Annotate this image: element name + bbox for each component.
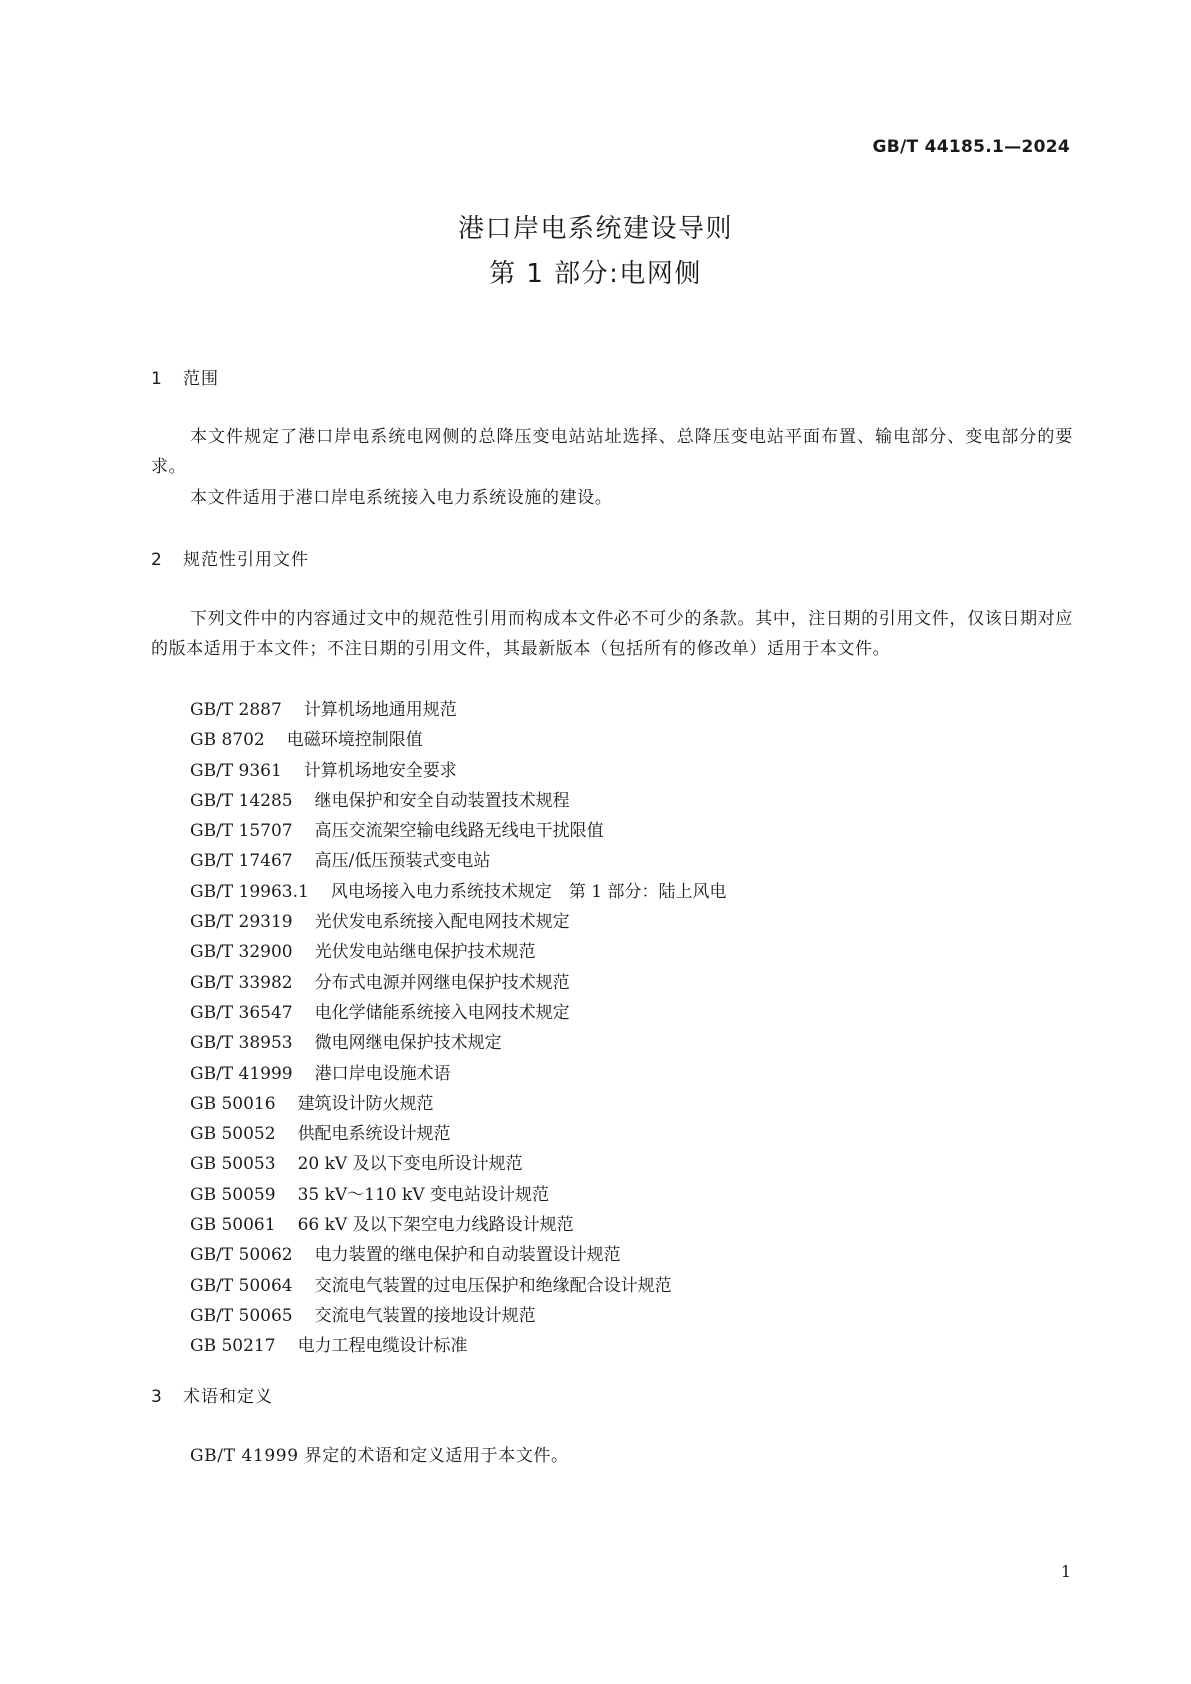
reference-code: GB/T 14285 [190, 790, 293, 811]
reference-title: 电磁环境控制限值 [286, 730, 423, 751]
reference-title: 20 kV 及以下变电所设计规范 [297, 1154, 523, 1175]
section-heading-scope [151, 364, 219, 389]
reference-code: GB/T 50062 [190, 1245, 293, 1266]
reference-code: GB/T 19963.1 [190, 881, 309, 902]
reference-title: 66 kV 及以下架空电力线路设计规范 [297, 1215, 574, 1236]
reference-code: GB/T 2887 [190, 700, 282, 720]
list-item [190, 1028, 726, 1058]
section-heading-terms-definitions [151, 1382, 273, 1407]
list-item [190, 1149, 726, 1179]
section-title: 术语和定义 [183, 1387, 273, 1407]
page-number: 1 [1060, 1562, 1071, 1581]
list-item [190, 1271, 726, 1301]
reference-code: GB/T 33982 [190, 972, 293, 993]
list-item [190, 968, 726, 998]
list-item [190, 937, 726, 967]
section-title: 范围 [183, 369, 219, 389]
reference-title: 高压/低压预装式变电站 [314, 851, 491, 872]
reference-code: GB 50061 [190, 1215, 276, 1236]
reference-code: GB/T 9361 [190, 760, 282, 781]
reference-title: 交流电气装置的过电压保护和绝缘配合设计规范 [314, 1275, 672, 1296]
section-title: 规范性引用文件 [183, 550, 309, 570]
reference-code: GB 50052 [190, 1124, 276, 1145]
reference-title: 计算机场地通用规范 [303, 700, 457, 720]
list-item [190, 756, 726, 786]
reference-code: GB 50053 [190, 1154, 276, 1175]
reference-code: GB 50217 [190, 1336, 276, 1357]
references-intro-paragraph: 下列文件中的内容通过文中的规范性引用而构成本文件必不可少的条款。其中，注日期的引用文件，仅该日期对应的版本适用于本文件；不注日期的引用文件，其最新版本（包括所有的修改单）适用于本文件。 [151, 609, 1073, 659]
reference-title: 35 kV～110 kV 变电站设计规范 [297, 1184, 550, 1205]
reference-title: 建筑设计防火规范 [297, 1093, 434, 1114]
reference-code: GB/T 50064 [190, 1275, 293, 1296]
list-item [190, 1331, 726, 1361]
document-subtitle: 第 1 部分:电网侧 [489, 259, 702, 289]
reference-code: GB/T 38953 [190, 1033, 293, 1054]
reference-title: 高压交流架空输电线路无线电干扰限值 [314, 821, 604, 842]
reference-title: 港口岸电设施术语 [314, 1063, 451, 1084]
reference-title: 分布式电源并网继电保护技术规范 [314, 972, 570, 993]
list-item [190, 846, 726, 876]
list-item [190, 725, 726, 755]
section-number: 1 [151, 369, 163, 389]
reference-list [190, 695, 726, 1362]
reference-title: 计算机场地安全要求 [303, 760, 457, 781]
list-item [190, 907, 726, 937]
reference-title: 风电场接入电力系统技术规定 第 1 部分：陆上风电 [330, 881, 727, 902]
section-number: 3 [151, 1387, 163, 1407]
scope-paragraph-2: 本文件适用于港口岸电系统接入电力系统设施的建设。 [190, 488, 613, 508]
list-item [190, 816, 726, 846]
reference-title: 电化学储能系统接入电网技术规定 [314, 1002, 570, 1023]
list-item [190, 1240, 726, 1270]
reference-title: 光伏发电站继电保护技术规范 [314, 942, 536, 963]
list-item [190, 877, 726, 907]
reference-title: 电力装置的继电保护和自动装置设计规范 [314, 1245, 621, 1266]
terms-paragraph: GB/T 41999 界定的术语和定义适用于本文件。 [190, 1446, 569, 1466]
reference-title: 供配电系统设计规范 [297, 1124, 451, 1145]
section-heading-normative-references [151, 545, 309, 570]
reference-code: GB/T 41999 [190, 1063, 293, 1084]
list-item [190, 695, 726, 725]
reference-code: GB/T 36547 [190, 1002, 293, 1023]
list-item [190, 1059, 726, 1089]
list-item [190, 1089, 726, 1119]
reference-title: 继电保护和安全自动装置技术规程 [314, 790, 570, 811]
scope-paragraph-1: 本文件规定了港口岸电系统电网侧的总降压变电站站址选择、总降压变电站平面布置、输电部分、变电部分的要求。 [151, 427, 1073, 477]
reference-code: GB/T 15707 [190, 821, 293, 842]
list-item [190, 1301, 726, 1331]
reference-code: GB/T 29319 [190, 912, 293, 933]
list-item [190, 1210, 726, 1240]
reference-code: GB/T 32900 [190, 942, 293, 963]
list-item [190, 786, 726, 816]
list-item [190, 1119, 726, 1149]
section-number: 2 [151, 550, 163, 570]
reference-title: 交流电气装置的接地设计规范 [314, 1305, 536, 1326]
reference-title: 电力工程电缆设计标准 [297, 1336, 468, 1357]
list-item [190, 998, 726, 1028]
reference-code: GB/T 50065 [190, 1305, 293, 1326]
standard-number: GB/T 44185.1—2024 [872, 137, 1070, 157]
reference-code: GB 8702 [190, 730, 265, 751]
document-title: 港口岸电系统建设导则 [457, 214, 733, 244]
list-item [190, 1180, 726, 1210]
reference-code: GB/T 17467 [190, 851, 293, 872]
reference-code: GB 50016 [190, 1093, 276, 1114]
reference-title: 微电网继电保护技术规定 [314, 1033, 502, 1054]
reference-code: GB 50059 [190, 1184, 276, 1205]
reference-title: 光伏发电系统接入配电网技术规定 [314, 912, 570, 933]
